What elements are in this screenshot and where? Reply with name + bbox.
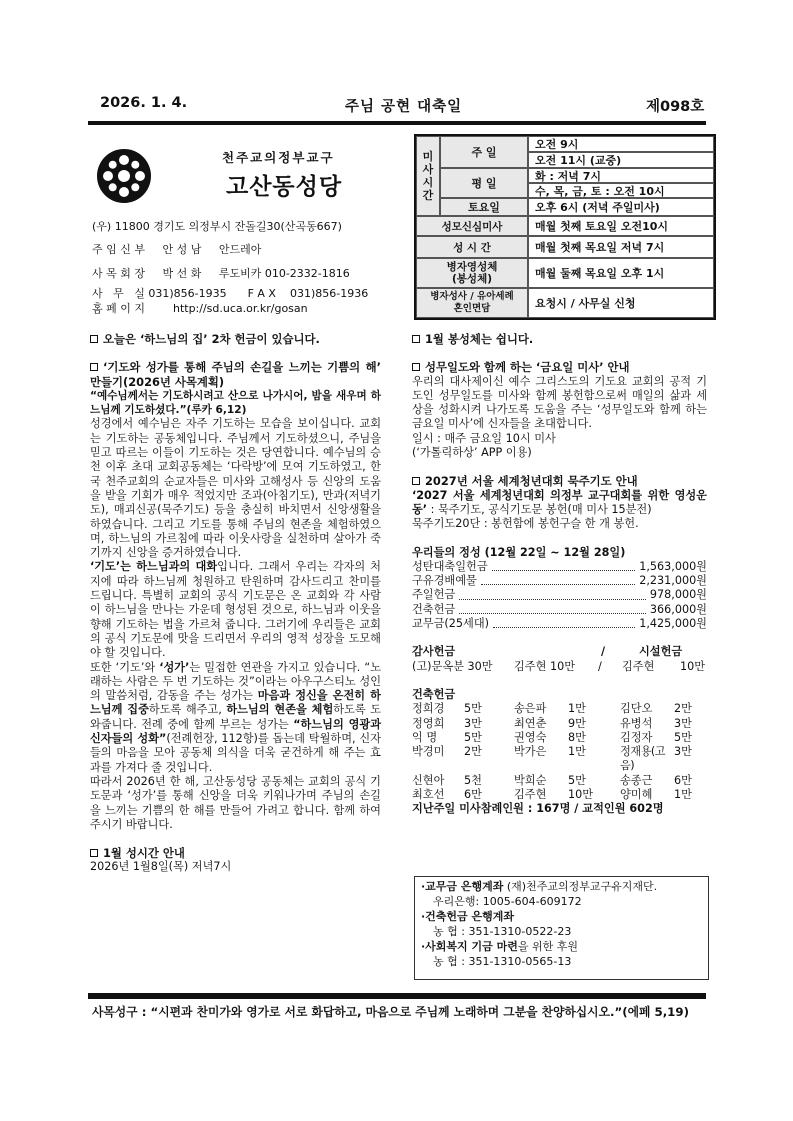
- issue-date: 2026. 1. 4.: [100, 95, 188, 111]
- parish-logo-icon: [96, 148, 152, 204]
- donor-amount: 3만: [674, 745, 692, 759]
- holy-hour-label: 성 시 간: [416, 236, 528, 258]
- mass-schedule-table: [414, 134, 716, 320]
- building-donor-row: [412, 717, 707, 731]
- bank-line-1: ·교무금 은행계좌 (재)천주교의정부교구유지재단.: [421, 880, 658, 893]
- parish-address: (우) 11800 경기도 의정부시 잔돌길30(산곡동667): [92, 220, 342, 233]
- donor-name: 김단오: [620, 702, 653, 716]
- notice-communion: 1월 봉성체는 쉽니다.: [412, 332, 707, 346]
- holy-hour-body: 2026년 1월8일(목) 저녁7시: [90, 860, 232, 874]
- donor-amount: 5천: [464, 773, 482, 787]
- sunday-time-2: 오전 11시 (교중): [528, 152, 714, 168]
- donor-amount: 10만: [568, 788, 594, 802]
- building-donor-row: [412, 774, 707, 788]
- offering-name: 구유경배예물: [412, 574, 477, 588]
- donor-name: 정재용(고음): [620, 745, 666, 773]
- facility-title: 시설헌금: [639, 645, 683, 659]
- building-donor-row: [412, 745, 707, 774]
- donor-amount: 2만: [674, 702, 692, 716]
- article-quote: “예수님께서는 기도하시려고 산으로 나가시어, 밤을 새우며 하느님께 기도하셨다.”(루카 6,12): [90, 389, 381, 417]
- leader-dots: [459, 613, 646, 614]
- sick-communion-value: 매월 둘째 목요일 오후 1시: [528, 258, 714, 288]
- bank-line-6: 농 협 : 351-1310-0565-13: [433, 955, 572, 968]
- sacraments-value: 요청시 / 사무실 신청: [528, 288, 714, 318]
- checkbox-square-icon: [90, 363, 98, 371]
- holy-hour-title: 1월 성시간 안내: [90, 846, 381, 860]
- bank-line-5: ·사회복지 기금 마련을 위한 후원: [421, 940, 578, 953]
- bank-accounts-box: [414, 876, 709, 980]
- holy-hour-value: 매월 첫째 목요일 저녁 7시: [528, 236, 714, 258]
- donor-amount: 8만: [568, 730, 586, 744]
- feast-title: 주님 공현 대축일: [345, 99, 463, 115]
- article-para-4: 따라서 2026년 한 해, 고산동성당 공동체는 교회의 공식 기도문과 ‘성가’를 통해 신앙을 더욱 키워나가며 주님의 손길을 느끼는 기쁨의 한 해를 만들어 가려고 합니다. 함께 하여 주시기 바랍니다.: [90, 774, 381, 831]
- friday-mass-title: 성무일도와 함께 하는 ‘금요일 미사’ 안내: [412, 360, 707, 374]
- thanks-donor-2: 김주현 10만: [514, 659, 576, 673]
- sunday-label: 주 일: [440, 136, 528, 168]
- donor-name: 최호선: [412, 788, 445, 802]
- donor-name: 정희경: [412, 702, 445, 716]
- checkbox-square-icon: [90, 849, 98, 857]
- offering-name: 교무금(25세대): [412, 617, 490, 631]
- bank-line-3: ·건축헌금 은행계좌: [421, 910, 515, 923]
- offering-row: [412, 560, 707, 574]
- offering-row: [412, 603, 707, 617]
- checkbox-square-icon: [412, 477, 420, 485]
- article-para-2: ‘기도’는 하느님과의 대화입니다. 그래서 우리는 각자의 처지에 따라 하느님께 청원하고 탄원하며 감사드리고 찬미를 드립니다. 특별히 교회의 공식 기도문은 온 교회와 각 사람이 하느님을 만나는 가운데 형성된 것으로, 하느님과 이웃을 향해 기도하는 법을 가르쳐 줍니다. 그러기에 우리들은 교회의 공식 기도문에 맛을 드리면서 우리의 영적 성장을 도모해야 할 것입니다.: [90, 560, 381, 660]
- pastoral-motto: 사목성구 : “시편과 찬미가와 영가로 서로 화답하고, 마음으로 주님께 노래하며 그분을 찬양하십시오.”(에페 5,19): [92, 1005, 689, 1019]
- donor-name: 송은파: [514, 702, 547, 716]
- thanks-sep: /: [598, 659, 602, 673]
- header-divider: [88, 121, 706, 125]
- sick-communion-label: 병자영성체 (봉성체): [416, 258, 528, 288]
- offering-amount: 2,231,000원: [639, 574, 707, 588]
- offering-list: [412, 560, 707, 631]
- donor-amount: 6만: [674, 773, 692, 787]
- donor-amount: 5만: [464, 730, 482, 744]
- facility-donor: 김주현: [622, 659, 655, 673]
- issue-number: 제098호: [646, 99, 705, 115]
- donor-amount: 9만: [568, 716, 586, 730]
- parish-website: 홈 페 이 지 http://sd.uca.or.kr/gosan: [92, 302, 308, 315]
- donor-name: 김주현: [514, 788, 547, 802]
- checkbox-square-icon: [412, 363, 420, 371]
- donor-name: 정영희: [412, 716, 445, 730]
- building-title: 건축헌금: [412, 687, 456, 701]
- friday-mass-body: 우리의 대사제이신 예수 그리스도의 기도요 교회의 공적 기도인 성무일도를 미사와 함께 봉헌함으로써 매일의 삶과 세상을 성화시켜 나가도록 도움을 주는 ‘성무일도와 함께 하는 금요일 미사’에 신자들을 초대합니다.: [412, 374, 707, 431]
- diocese-name: 천주교의정부교구: [222, 150, 335, 165]
- donor-name: 권영숙: [514, 730, 547, 744]
- donor-amount: 5만: [674, 730, 692, 744]
- article-title: ‘기도와 성가를 통해 주님의 손길을 느끼는 기쁨의 해’ 만들기(2026년 사목계획): [90, 360, 381, 389]
- offering-amount: 366,000원: [649, 602, 707, 616]
- footer-divider: [88, 993, 706, 999]
- leader-dots: [459, 599, 646, 600]
- donor-name: 박경미: [412, 745, 445, 759]
- wyd-body: ‘2027 서울 세계청년대회 의정부 교구대회를 위한 영성운동’ : 묵주기도, 공식기도문 봉헌(매 미사 15분전): [412, 488, 707, 516]
- leader-dots: [493, 627, 635, 628]
- right-column: [412, 332, 707, 817]
- donor-name: 양미혜: [620, 788, 653, 802]
- bank-line-4: 농 협 : 351-1310-0522-23: [433, 925, 572, 938]
- weekday-time-1: 화 : 저녁 7시: [528, 168, 714, 183]
- parish-chairman: 사 목 회 장 박 선 화 루도비카 010-2332-1816: [92, 267, 350, 280]
- donor-amount: 3만: [464, 716, 482, 730]
- offering-name: 성탄대축일헌금: [412, 559, 488, 573]
- donor-amount: 2만: [464, 745, 482, 759]
- thanks-title: 감사헌금: [412, 645, 456, 659]
- weekday-label: 평 일: [440, 168, 528, 198]
- donor-name: 익 명: [412, 730, 438, 744]
- building-donor-row: [412, 702, 707, 716]
- sunday-time-1: 오전 9시: [528, 136, 714, 152]
- bank-line-2: 우리은행: 1005-604-609172: [433, 895, 582, 908]
- thanks-line: [412, 660, 707, 674]
- article-para-3: 또한 ‘기도’와 ‘성가’는 밀접한 연관을 가지고 있습니다. “노래하는 사람은 두 번 기도하는 것”이라는 아우구스티노 성인의 말씀처럼, 감동을 주는 성가는 마음과 정신을 온전히 하느님께 집중하도록 해주고, 하느님의 현존을 체험하도록 도와줍니다. 전례 중에 함께 부르는 성가는 “하느님의 영광과 신자들의 성화”(전례헌장, 112항)를 돕는데 탁월하며, 신자들의 마음을 모아 공동체 의식을 더욱 굳건하게 해 주는 효과를 가져다 줄 것입니다.: [90, 660, 382, 774]
- donor-amount: 1만: [568, 745, 586, 759]
- facility-amount: 10만: [680, 659, 706, 673]
- offering-title: 우리들의 정성 (12월 22일 ~ 12월 28일): [412, 545, 626, 559]
- offering-amount: 1,563,000원: [639, 559, 707, 573]
- donor-name: 유병석: [620, 716, 653, 730]
- saturday-label: 토요일: [440, 198, 528, 216]
- donor-amount: 5만: [568, 773, 586, 787]
- donor-name: 최연춘: [514, 716, 547, 730]
- donor-name: 박희순: [514, 773, 547, 787]
- donor-name: 박가은: [514, 745, 547, 759]
- left-column: [90, 332, 381, 875]
- friday-mass-app: (‘가톨릭하상’ APP 이용): [412, 446, 532, 460]
- offering-row: [412, 574, 707, 588]
- donor-amount: 1만: [674, 788, 692, 802]
- offering-amount: 1,425,000원: [639, 617, 707, 631]
- donor-amount: 6만: [464, 788, 482, 802]
- thanks-header: [412, 645, 707, 659]
- donor-amount: 3만: [674, 716, 692, 730]
- leader-dots: [492, 570, 636, 571]
- offering-name: 주일헌금: [412, 588, 456, 602]
- friday-mass-time: 일시 : 매주 금요일 10시 미사: [412, 431, 556, 445]
- offering-amount: 978,000원: [649, 588, 707, 602]
- marian-mass-value: 매월 첫째 토요일 오전10시: [528, 216, 714, 236]
- notice-house-of-god: 오늘은 ‘하느님의 집’ 2차 헌금이 있습니다.: [90, 332, 381, 346]
- building-donor-table: [412, 702, 707, 802]
- checkbox-square-icon: [90, 335, 98, 343]
- donor-amount: 5만: [464, 702, 482, 716]
- weekday-time-2: 수, 목, 금, 토 : 오전 10시: [528, 183, 714, 198]
- attendance: 지난주일 미사참례인원 : 167명 / 교적인원 602명: [412, 802, 664, 816]
- marian-mass-label: 성모신심미사: [416, 216, 528, 236]
- checkbox-square-icon: [412, 335, 420, 343]
- donor-amount: 1만: [568, 702, 586, 716]
- donor-name: 송종근: [620, 773, 653, 787]
- mass-times-label: 미 사 시 간: [416, 136, 440, 216]
- parish-pastor: 주 임 신 부 안 성 남 안드레아: [92, 243, 262, 256]
- wyd-line-2: 묵주기도20단 : 봉헌함에 봉헌구슬 한 개 봉헌.: [412, 517, 639, 531]
- offering-row: [412, 617, 707, 631]
- church-name: 고산동성당: [226, 174, 343, 200]
- thanks-separator: /: [601, 645, 606, 659]
- building-donor-row: [412, 788, 707, 802]
- sacraments-label: 병자성사 / 유아세례 혼인면담: [416, 288, 528, 318]
- donor-name: 신현아: [412, 773, 445, 787]
- donor-name: 김정자: [620, 730, 653, 744]
- offering-row: [412, 588, 707, 602]
- saturday-time: 오후 6시 (저녁 주일미사): [528, 198, 714, 216]
- thanks-donor-1: (고)문옥분 30만: [412, 659, 493, 673]
- article-para-1: 성경에서 예수님은 자주 기도하는 모습을 보이십니다. 교회는 기도하는 공동체입니다. 주님께서 기도하셨으니, 주님을 믿고 따르는 이들이 기도하는 것은 당연합니다. 예수님의 승천 이후 초대 교회공동체는 ‘다락방’에 모여 기도하였고, 한국 천주교회의 순교자들은 미사와 고해성사 등 신앙의 도움을 받을 기회가 매우 적었지만 조과(아침기도), 만과(저녁기도), 매괴신공(묵주기도) 등을 충실히 바치면서 신앙생활을 하였습니다. 그리고 기도를 통해 주님의 현존을 체험하였으며, 하느님의 가르침에 따라 이웃사랑을 실천하며 살아가 죽기까지 신앙을 증거하였습니다.: [90, 417, 381, 560]
- parish-office: 사 무 실 031)856-1935 F A X 031)856-1936: [92, 287, 369, 300]
- leader-dots: [481, 584, 635, 585]
- wyd-title: 2027년 서울 세계청년대회 묵주기도 안내: [412, 474, 707, 488]
- offering-name: 건축헌금: [412, 602, 456, 616]
- building-donor-row: [412, 731, 707, 745]
